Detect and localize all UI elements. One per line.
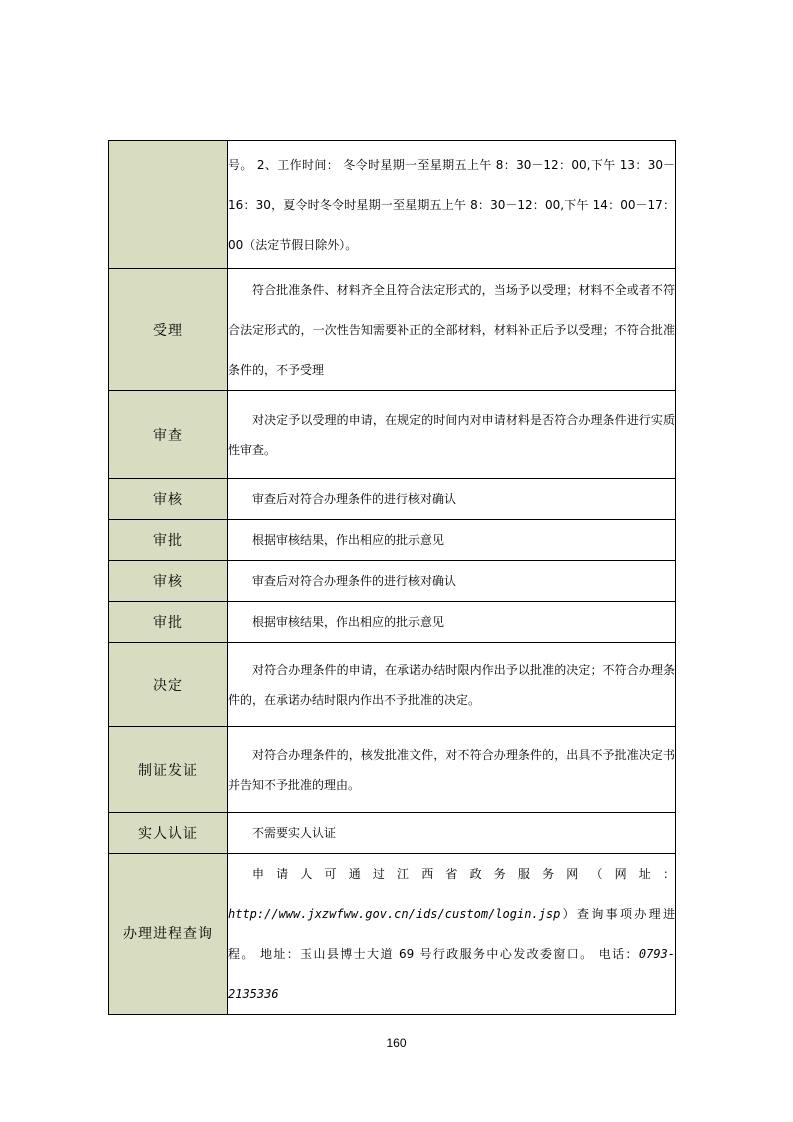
- row-label: 审查: [109, 391, 228, 479]
- table-row: [109, 643, 676, 727]
- table-row: [109, 602, 676, 643]
- row-content: 根据审核结果，作出相应的批示意见: [228, 602, 676, 643]
- row-content-tail: ）查询事项办理进程。 地址：玉山县博士大道 69 号行政服务中心发改委窗口。 电话：: [228, 907, 675, 961]
- row-label: 决定: [109, 643, 228, 727]
- website-url: http://www.jxzwfww.gov.cn/ids/custom/login.jsp: [228, 907, 561, 921]
- table-row: [109, 141, 676, 269]
- row-content: 对符合办理条件的申请，在承诺办结时限内作出予以批准的决定；不符合办理条件的，在承诺办结时限内作出不予批准的决定。: [228, 643, 676, 727]
- phone-number: 0793-2135336: [228, 947, 675, 1001]
- row-label: 审核: [109, 561, 228, 602]
- row-content: 符合批准条件、材料齐全且符合法定形式的，当场予以受理；材料不全或者不符合法定形式的，一次性告知需要补正的全部材料，材料补正后予以受理；不符合批准条件的，不予受理: [228, 269, 676, 391]
- row-content: 号。 2、工作时间： 冬令时星期一至星期五上午 8：30－12：00,下午 13：30－16：30，夏令时冬令时星期一至星期五上午 8：30－12：00,下午 14：00－17：00（法定节假日除外）。: [228, 141, 676, 269]
- row-content-rest: [228, 894, 675, 1014]
- table-row: [109, 727, 676, 813]
- table-row: [109, 520, 676, 561]
- table-row: [109, 479, 676, 520]
- table-row: [109, 854, 676, 1015]
- page-number: 160: [386, 1036, 407, 1050]
- table-row: [109, 269, 676, 391]
- row-content: 对符合办理条件的，核发批准文件，对不符合办理条件的，出具不予批准决定书并告知不予批准的理由。: [228, 727, 676, 813]
- row-label: 审核: [109, 479, 228, 520]
- row-label: 办理进程查询: [109, 854, 228, 1015]
- table-row: [109, 391, 676, 479]
- row-label: [109, 141, 228, 269]
- row-label: 审批: [109, 520, 228, 561]
- row-label: 制证发证: [109, 727, 228, 813]
- row-label: 实人认证: [109, 813, 228, 854]
- table-row: [109, 813, 676, 854]
- row-content: 审查后对符合办理条件的进行核对确认: [228, 479, 676, 520]
- row-content-line: 申请人可通过江西省政务服务网（网址：: [252, 867, 675, 881]
- row-content: 根据审核结果，作出相应的批示意见: [228, 520, 676, 561]
- table-row: [109, 561, 676, 602]
- row-label: 审批: [109, 602, 228, 643]
- procedure-table: [108, 140, 676, 1015]
- row-content: 对决定予以受理的申请，在规定的时间内对申请材料是否符合办理条件进行实质性审查。: [228, 391, 676, 479]
- row-content: 审查后对符合办理条件的进行核对确认: [228, 561, 676, 602]
- row-label: 受理: [109, 269, 228, 391]
- row-content: [228, 854, 676, 1015]
- row-content: 不需要实人认证: [228, 813, 676, 854]
